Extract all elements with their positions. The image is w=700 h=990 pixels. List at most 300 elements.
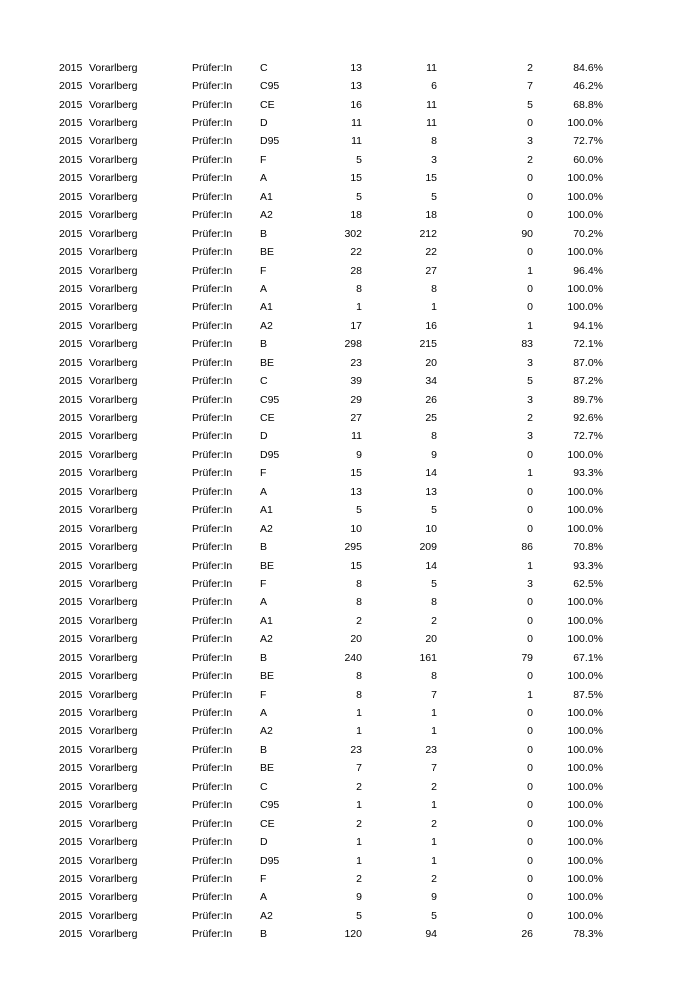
cell-passed: 5	[431, 909, 437, 922]
cell-category: A2	[260, 209, 273, 222]
cell-year: 2015	[59, 651, 83, 664]
cell-role: Prüfer:In	[192, 670, 233, 683]
cell-rate: 100.0%	[567, 725, 603, 738]
cell-rate: 70.2%	[573, 227, 603, 240]
cell-rate: 72.7%	[573, 430, 603, 443]
table-row	[0, 926, 700, 944]
statistics-table	[0, 59, 700, 944]
cell-role: Prüfer:In	[192, 135, 233, 148]
cell-passed: 2	[431, 780, 437, 793]
cell-year: 2015	[59, 412, 83, 425]
table-row	[0, 391, 700, 409]
row-right-padding	[603, 428, 700, 446]
cell-rate: 100.0%	[567, 172, 603, 185]
cell-passed: 8	[431, 282, 437, 295]
cell-role: Prüfer:In	[192, 762, 233, 775]
table-row	[0, 243, 700, 261]
row-right-padding	[603, 778, 700, 796]
cell-rate: 100.0%	[567, 762, 603, 775]
cell-total: 1	[356, 725, 362, 738]
row-left-padding	[0, 207, 59, 225]
cell-year: 2015	[59, 725, 83, 738]
row-left-padding	[0, 225, 59, 243]
cell-passed: 161	[419, 651, 437, 664]
cell-total: 8	[356, 596, 362, 609]
cell-year: 2015	[59, 596, 83, 609]
cell-region: Vorarlberg	[89, 836, 138, 849]
cell-rate: 100.0%	[567, 448, 603, 461]
cell-passed: 27	[425, 264, 437, 277]
cell-category: A1	[260, 190, 273, 203]
row-left-padding	[0, 428, 59, 446]
cell-role: Prüfer:In	[192, 153, 233, 166]
cell-year: 2015	[59, 633, 83, 646]
table-row	[0, 686, 700, 704]
cell-year: 2015	[59, 928, 83, 941]
cell-category: F	[260, 264, 267, 277]
cell-rate: 89.7%	[573, 393, 603, 406]
row-right-padding	[603, 207, 700, 225]
cell-category: F	[260, 153, 267, 166]
row-right-padding	[603, 170, 700, 188]
cell-role: Prüfer:In	[192, 117, 233, 130]
cell-region: Vorarlberg	[89, 190, 138, 203]
cell-rate: 62.5%	[573, 577, 603, 590]
row-left-padding	[0, 760, 59, 778]
cell-role: Prüfer:In	[192, 448, 233, 461]
cell-role: Prüfer:In	[192, 282, 233, 295]
cell-failed: 5	[527, 375, 533, 388]
cell-total: 2	[356, 817, 362, 830]
cell-rate: 100.0%	[567, 282, 603, 295]
cell-role: Prüfer:In	[192, 596, 233, 609]
table-row	[0, 833, 700, 851]
cell-failed: 0	[527, 282, 533, 295]
cell-year: 2015	[59, 135, 83, 148]
cell-region: Vorarlberg	[89, 762, 138, 775]
table-row	[0, 741, 700, 759]
cell-year: 2015	[59, 577, 83, 590]
cell-year: 2015	[59, 338, 83, 351]
cell-region: Vorarlberg	[89, 596, 138, 609]
cell-rate: 100.0%	[567, 596, 603, 609]
cell-year: 2015	[59, 282, 83, 295]
cell-category: C95	[260, 799, 280, 812]
row-right-padding	[603, 520, 700, 538]
cell-failed: 0	[527, 633, 533, 646]
cell-role: Prüfer:In	[192, 928, 233, 941]
cell-region: Vorarlberg	[89, 135, 138, 148]
table-row	[0, 133, 700, 151]
cell-passed: 23	[425, 743, 437, 756]
cell-passed: 9	[431, 448, 437, 461]
row-right-padding	[603, 815, 700, 833]
cell-region: Vorarlberg	[89, 61, 138, 74]
row-right-padding	[603, 225, 700, 243]
row-left-padding	[0, 631, 59, 649]
row-right-padding	[603, 557, 700, 575]
table-row	[0, 557, 700, 575]
cell-failed: 0	[527, 836, 533, 849]
cell-category: C	[260, 61, 268, 74]
row-left-padding	[0, 336, 59, 354]
cell-category: F	[260, 688, 267, 701]
cell-role: Prüfer:In	[192, 577, 233, 590]
row-left-padding	[0, 372, 59, 390]
cell-year: 2015	[59, 301, 83, 314]
cell-role: Prüfer:In	[192, 799, 233, 812]
table-body	[0, 59, 700, 944]
row-right-padding	[603, 354, 700, 372]
cell-passed: 1	[431, 725, 437, 738]
cell-role: Prüfer:In	[192, 301, 233, 314]
row-right-padding	[603, 502, 700, 520]
row-left-padding	[0, 520, 59, 538]
cell-category: D	[260, 836, 268, 849]
cell-passed: 1	[431, 301, 437, 314]
cell-region: Vorarlberg	[89, 172, 138, 185]
row-left-padding	[0, 870, 59, 888]
cell-year: 2015	[59, 504, 83, 517]
cell-category: D95	[260, 448, 280, 461]
cell-category: A1	[260, 614, 273, 627]
cell-failed: 0	[527, 209, 533, 222]
row-left-padding	[0, 778, 59, 796]
row-left-padding	[0, 243, 59, 261]
cell-category: BE	[260, 356, 275, 369]
cell-total: 11	[351, 430, 362, 443]
cell-role: Prüfer:In	[192, 61, 233, 74]
cell-region: Vorarlberg	[89, 817, 138, 830]
row-left-padding	[0, 686, 59, 704]
cell-role: Prüfer:In	[192, 80, 233, 93]
cell-region: Vorarlberg	[89, 707, 138, 720]
table-row	[0, 299, 700, 317]
cell-category: B	[260, 743, 268, 756]
cell-rate: 100.0%	[567, 909, 603, 922]
cell-failed: 2	[527, 61, 533, 74]
cell-total: 16	[350, 98, 362, 111]
cell-region: Vorarlberg	[89, 651, 138, 664]
row-right-padding	[603, 741, 700, 759]
row-right-padding	[603, 612, 700, 630]
cell-total: 1	[356, 836, 362, 849]
cell-failed: 5	[527, 98, 533, 111]
cell-passed: 2	[431, 614, 437, 627]
row-right-padding	[603, 280, 700, 298]
cell-rate: 67.1%	[573, 651, 603, 664]
cell-rate: 72.7%	[573, 135, 603, 148]
row-left-padding	[0, 557, 59, 575]
row-right-padding	[603, 889, 700, 907]
cell-failed: 0	[527, 504, 533, 517]
row-left-padding	[0, 483, 59, 501]
cell-role: Prüfer:In	[192, 375, 233, 388]
cell-total: 13	[350, 80, 362, 93]
row-left-padding	[0, 833, 59, 851]
cell-category: A2	[260, 909, 273, 922]
table-row	[0, 114, 700, 132]
table-row	[0, 446, 700, 464]
cell-rate: 87.5%	[573, 688, 603, 701]
row-left-padding	[0, 188, 59, 206]
cell-rate: 100.0%	[567, 872, 603, 885]
cell-role: Prüfer:In	[192, 909, 233, 922]
row-left-padding	[0, 114, 59, 132]
cell-year: 2015	[59, 872, 83, 885]
cell-role: Prüfer:In	[192, 209, 233, 222]
cell-total: 13	[350, 61, 362, 74]
cell-year: 2015	[59, 688, 83, 701]
cell-passed: 6	[431, 80, 437, 93]
cell-failed: 0	[527, 614, 533, 627]
row-right-padding	[603, 243, 700, 261]
cell-category: A	[260, 172, 268, 185]
cell-category: A	[260, 282, 268, 295]
cell-total: 302	[344, 227, 362, 240]
cell-total: 1	[356, 707, 362, 720]
cell-role: Prüfer:In	[192, 872, 233, 885]
cell-failed: 1	[527, 467, 533, 480]
cell-role: Prüfer:In	[192, 522, 233, 535]
table-row	[0, 465, 700, 483]
row-left-padding	[0, 59, 59, 77]
table-row	[0, 151, 700, 169]
cell-rate: 100.0%	[567, 209, 603, 222]
cell-category: F	[260, 872, 267, 885]
row-left-padding	[0, 594, 59, 612]
cell-passed: 11	[426, 61, 437, 74]
cell-region: Vorarlberg	[89, 522, 138, 535]
cell-role: Prüfer:In	[192, 559, 233, 572]
row-left-padding	[0, 151, 59, 169]
cell-rate: 100.0%	[567, 117, 603, 130]
cell-category: BE	[260, 670, 275, 683]
cell-rate: 60.0%	[573, 153, 603, 166]
row-right-padding	[603, 262, 700, 280]
cell-passed: 2	[431, 817, 437, 830]
cell-failed: 0	[527, 872, 533, 885]
cell-region: Vorarlberg	[89, 485, 138, 498]
cell-role: Prüfer:In	[192, 836, 233, 849]
cell-year: 2015	[59, 356, 83, 369]
cell-rate: 100.0%	[567, 190, 603, 203]
table-row	[0, 280, 700, 298]
cell-failed: 0	[527, 891, 533, 904]
cell-year: 2015	[59, 227, 83, 240]
table-row	[0, 649, 700, 667]
cell-rate: 87.0%	[573, 356, 603, 369]
cell-passed: 209	[419, 541, 437, 554]
row-left-padding	[0, 262, 59, 280]
row-right-padding	[603, 188, 700, 206]
cell-rate: 100.0%	[567, 246, 603, 259]
cell-region: Vorarlberg	[89, 246, 138, 259]
cell-role: Prüfer:In	[192, 817, 233, 830]
cell-category: D	[260, 117, 268, 130]
cell-total: 8	[356, 670, 362, 683]
cell-region: Vorarlberg	[89, 559, 138, 572]
cell-category: B	[260, 227, 268, 240]
cell-region: Vorarlberg	[89, 356, 138, 369]
cell-total: 295	[344, 541, 362, 554]
row-left-padding	[0, 96, 59, 114]
table-row	[0, 704, 700, 722]
cell-total: 15	[350, 172, 362, 185]
table-row	[0, 428, 700, 446]
cell-total: 15	[350, 467, 362, 480]
cell-total: 1	[356, 301, 362, 314]
cell-failed: 0	[527, 854, 533, 867]
cell-category: B	[260, 928, 268, 941]
table-row	[0, 372, 700, 390]
row-left-padding	[0, 649, 59, 667]
cell-total: 9	[356, 448, 362, 461]
row-left-padding	[0, 852, 59, 870]
cell-year: 2015	[59, 80, 83, 93]
table-row	[0, 483, 700, 501]
cell-year: 2015	[59, 61, 83, 74]
cell-region: Vorarlberg	[89, 577, 138, 590]
cell-year: 2015	[59, 485, 83, 498]
table-row	[0, 317, 700, 335]
cell-total: 7	[356, 762, 362, 775]
cell-role: Prüfer:In	[192, 393, 233, 406]
cell-passed: 94	[425, 928, 437, 941]
row-right-padding	[603, 704, 700, 722]
cell-passed: 3	[431, 153, 437, 166]
cell-rate: 100.0%	[567, 854, 603, 867]
table-row	[0, 889, 700, 907]
table-row	[0, 336, 700, 354]
cell-year: 2015	[59, 909, 83, 922]
cell-rate: 100.0%	[567, 301, 603, 314]
cell-year: 2015	[59, 817, 83, 830]
cell-total: 5	[356, 504, 362, 517]
cell-total: 1	[356, 854, 362, 867]
row-right-padding	[603, 686, 700, 704]
cell-region: Vorarlberg	[89, 909, 138, 922]
row-left-padding	[0, 77, 59, 95]
row-left-padding	[0, 133, 59, 151]
cell-category: B	[260, 541, 268, 554]
cell-rate: 100.0%	[567, 504, 603, 517]
cell-total: 15	[350, 559, 362, 572]
cell-role: Prüfer:In	[192, 98, 233, 111]
cell-total: 9	[356, 891, 362, 904]
cell-total: 8	[356, 577, 362, 590]
cell-total: 13	[350, 485, 362, 498]
cell-failed: 0	[527, 743, 533, 756]
cell-passed: 5	[431, 504, 437, 517]
cell-rate: 70.8%	[573, 541, 603, 554]
cell-failed: 0	[527, 301, 533, 314]
cell-passed: 8	[431, 135, 437, 148]
table-row	[0, 225, 700, 243]
cell-passed: 25	[425, 412, 437, 425]
cell-passed: 14	[425, 467, 437, 480]
cell-failed: 3	[527, 393, 533, 406]
cell-role: Prüfer:In	[192, 743, 233, 756]
cell-rate: 46.2%	[573, 80, 603, 93]
row-right-padding	[603, 372, 700, 390]
cell-rate: 100.0%	[567, 707, 603, 720]
cell-role: Prüfer:In	[192, 172, 233, 185]
cell-category: BE	[260, 559, 275, 572]
cell-rate: 93.3%	[573, 467, 603, 480]
cell-year: 2015	[59, 393, 83, 406]
cell-passed: 14	[425, 559, 437, 572]
row-right-padding	[603, 575, 700, 593]
cell-year: 2015	[59, 891, 83, 904]
cell-failed: 0	[527, 485, 533, 498]
row-left-padding	[0, 889, 59, 907]
cell-role: Prüfer:In	[192, 227, 233, 240]
cell-rate: 92.6%	[573, 412, 603, 425]
cell-rate: 100.0%	[567, 633, 603, 646]
cell-region: Vorarlberg	[89, 264, 138, 277]
cell-role: Prüfer:In	[192, 412, 233, 425]
cell-total: 11	[351, 135, 362, 148]
cell-year: 2015	[59, 448, 83, 461]
table-row	[0, 797, 700, 815]
row-left-padding	[0, 391, 59, 409]
row-left-padding	[0, 317, 59, 335]
cell-year: 2015	[59, 98, 83, 111]
cell-year: 2015	[59, 522, 83, 535]
cell-passed: 2	[431, 872, 437, 885]
cell-region: Vorarlberg	[89, 117, 138, 130]
cell-category: A	[260, 891, 268, 904]
cell-region: Vorarlberg	[89, 338, 138, 351]
cell-year: 2015	[59, 246, 83, 259]
cell-year: 2015	[59, 319, 83, 332]
cell-role: Prüfer:In	[192, 541, 233, 554]
cell-region: Vorarlberg	[89, 375, 138, 388]
cell-total: 23	[350, 743, 362, 756]
cell-region: Vorarlberg	[89, 301, 138, 314]
cell-year: 2015	[59, 780, 83, 793]
cell-total: 39	[350, 375, 362, 388]
cell-category: A1	[260, 504, 273, 517]
cell-year: 2015	[59, 614, 83, 627]
cell-region: Vorarlberg	[89, 282, 138, 295]
row-left-padding	[0, 723, 59, 741]
row-left-padding	[0, 667, 59, 685]
cell-category: A2	[260, 633, 273, 646]
cell-year: 2015	[59, 559, 83, 572]
cell-rate: 87.2%	[573, 375, 603, 388]
row-left-padding	[0, 409, 59, 427]
table-row	[0, 354, 700, 372]
cell-passed: 15	[425, 172, 437, 185]
cell-year: 2015	[59, 836, 83, 849]
cell-total: 20	[350, 633, 362, 646]
cell-passed: 212	[419, 227, 437, 240]
row-left-padding	[0, 538, 59, 556]
cell-failed: 83	[521, 338, 533, 351]
row-right-padding	[603, 926, 700, 944]
cell-category: D95	[260, 135, 280, 148]
cell-role: Prüfer:In	[192, 319, 233, 332]
cell-failed: 2	[527, 412, 533, 425]
cell-passed: 20	[425, 356, 437, 369]
cell-category: CE	[260, 817, 275, 830]
cell-total: 8	[356, 688, 362, 701]
cell-passed: 8	[431, 430, 437, 443]
cell-rate: 100.0%	[567, 522, 603, 535]
row-left-padding	[0, 446, 59, 464]
